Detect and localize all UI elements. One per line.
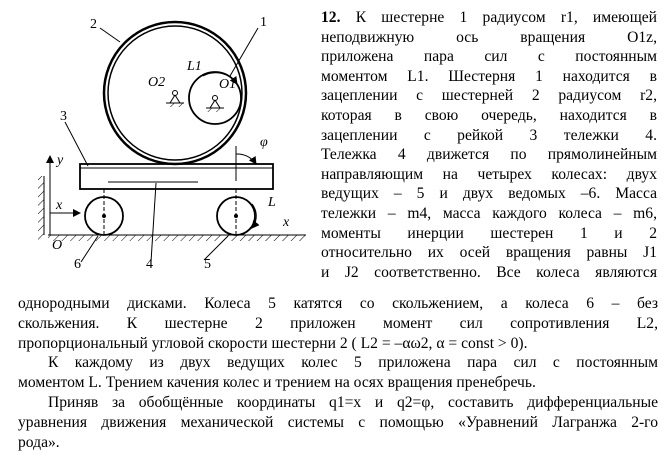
text-line: Приняв за обобщённые координаты q1=x и q2=φ, составить дифференциальные xyxy=(48,393,658,411)
cart xyxy=(80,164,273,189)
label-rack: 3 xyxy=(60,109,67,124)
text-line: зацеплении с шестерней 2 радиусом r2, xyxy=(321,87,657,105)
label-o1: O1 xyxy=(219,77,237,92)
text-span: К шестерне 1 радиусом r1, имеющей xyxy=(355,9,657,26)
text-line: относительно их осей вращения равны J1 xyxy=(321,244,657,262)
label-x-axis: x xyxy=(283,215,290,230)
label-moment-l: L xyxy=(268,195,276,210)
text-line: однородными дисками. Колеса 5 катятся со скольжением, а колеса 6 – без xyxy=(18,295,658,312)
mechanism-diagram xyxy=(8,6,308,276)
leader-lines xyxy=(65,28,258,262)
support-o1 xyxy=(206,96,224,113)
mechanism-figure xyxy=(8,6,308,276)
label-l1: L1 xyxy=(187,59,202,74)
text-line: приложена пара сил с постоянным xyxy=(321,48,657,66)
label-wheel-6: 6 xyxy=(74,257,81,272)
label-origin: O xyxy=(52,238,63,253)
text-line: и J2 соответственно. Все колеса являются xyxy=(321,263,657,281)
label-y-axis: y xyxy=(57,153,64,168)
problem-number: 12. xyxy=(321,9,341,26)
text-line: рода». xyxy=(18,433,60,451)
text-line: неподвижную ось вращения O1z, xyxy=(321,28,657,46)
text-line xyxy=(321,8,657,28)
text-line: скольжения. К шестерне 2 приложен момент сил сопротивления L2, xyxy=(18,314,658,332)
support-o2 xyxy=(166,91,184,108)
label-cart-4: 4 xyxy=(146,257,153,272)
label-o2: O2 xyxy=(148,75,166,90)
text-line: К каждому из двух ведущих колес 5 приложена пара сил с постоянным xyxy=(48,354,658,372)
ground xyxy=(38,176,306,241)
wheel-5 xyxy=(217,189,256,235)
text-line: тележки – m4, масса каждого колеса – m6, xyxy=(321,204,657,222)
problem-text-right xyxy=(321,8,657,282)
text-line: моменты инерции шестерен 1 и 2 xyxy=(321,224,657,242)
text-line: зацеплении с рейкой 3 тележки 4. xyxy=(321,126,657,144)
text-line: ведущих – 5 и двух ведомых –6. Масса xyxy=(321,185,657,203)
wheel-6 xyxy=(85,189,123,235)
text-line: которая в свою очередь, находится в xyxy=(321,106,657,124)
label-phi: φ xyxy=(260,135,268,150)
label-wheel-5: 5 xyxy=(204,257,211,272)
text-line: пропорциональный угловой скорости шестерни 2 ( L2 = –αω2, α = const > 0). xyxy=(18,334,528,352)
text-line: направляющим на четырех колесах: двух xyxy=(321,165,657,183)
text-line: уравнения движения механической системы с помощью «Уравнений Лагранжа 2-го xyxy=(18,413,658,431)
text-line: Тележка 4 движется по прямолинейным xyxy=(321,146,657,164)
label-x-coordinate: x xyxy=(56,198,63,213)
label-gear-1: 1 xyxy=(260,15,267,30)
label-gear-2: 2 xyxy=(90,17,97,32)
text-line: моментом L. Трением качения колес и трением на осях вращения пренебречь. xyxy=(18,374,536,392)
text-line: моментом L1. Шестерня 1 находится в xyxy=(321,67,657,85)
problem-text-bottom xyxy=(18,294,658,452)
